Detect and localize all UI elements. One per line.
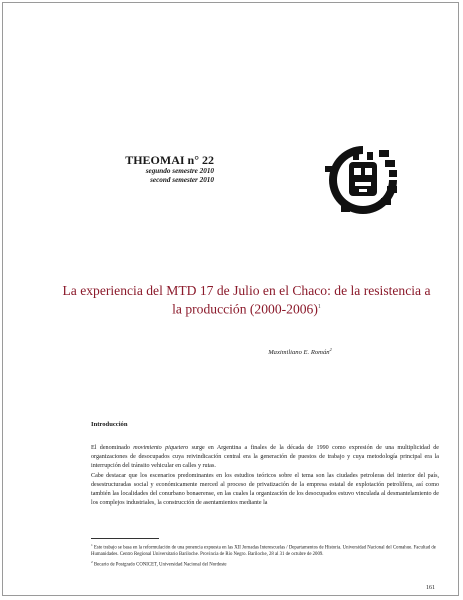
body-text <box>91 444 439 508</box>
semester-spanish: segundo semestre 2010 <box>145 167 214 175</box>
paragraph-2: Cabe destacar que los escenarios predominantes en los estudios teóricos sobre el tema son las ciudades petroleras del interior del país, desestructuradas social y económicamente merced al proceso de privatización de la empresa estatal de explotación petrolífera, así como también las localidades del conurbano bonaerense, en las cuales la organización de los desocupados estuvo vinculada al desmantelamiento de los complejos industriales, la construcción de asentamientos mediante la <box>91 472 439 507</box>
author-name: Maximiliano E. Román <box>268 349 330 357</box>
paragraph-1: El denominado movimiento piquetero surge en Argentina a finales de la década de 1990 como expresión de una multiplicidad de organizaciones de desocupados cuya reivindicación central era la generación de puestos de trabajo y cuya metodología principal era la interrupción del tránsito vehicular en calles y rutas. <box>91 445 439 470</box>
section-heading: Introducción <box>91 421 128 428</box>
author <box>200 347 400 356</box>
footnote-1: $^1$ Este trabajo se basa en la reformulación de una ponencia expuesta en las XII Jornadas Interescuelas / Departamentos de Historia. Universidad Nacional del Comahue. Facultad de Humanidades. Centro Regional Universitario Bariloche. Provincia de Río Negro. Bariloche, 28 al 31 de octubre de 2009. <box>91 543 436 557</box>
footnotes <box>91 542 439 570</box>
semester-english: second semester 2010 <box>150 176 214 184</box>
author-footnote-mark[interactable]: 2 <box>329 347 332 352</box>
mayan-glyph-logo-icon <box>321 140 405 220</box>
emphasis-term: movimiento piquetero <box>133 445 189 451</box>
journal-name: THEOMAI n° 22 <box>125 153 214 167</box>
footnote-2: $^2$ Becario de Postgrado CONICET, Universidad Nacional del Nordeste <box>91 560 227 568</box>
journal-header <box>124 153 214 185</box>
footnote-divider <box>91 538 159 539</box>
page-number: 161 <box>426 585 435 591</box>
article-title-text: La experiencia del MTD 17 de Julio en el Chaco: de la resistencia a la producción (2000-2006) <box>62 283 431 317</box>
article-title <box>60 282 433 318</box>
title-footnote-mark[interactable]: 1 <box>317 304 321 310</box>
